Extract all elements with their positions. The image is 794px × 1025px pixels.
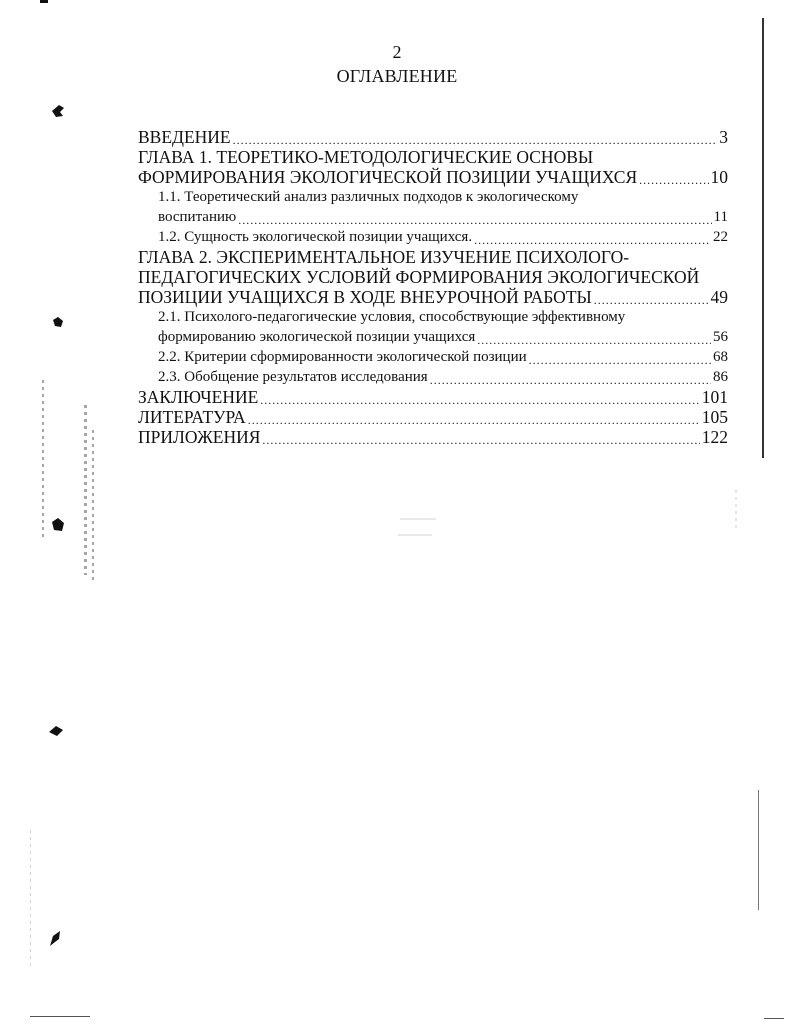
toc-entry-text: ЛИТЕРАТУРА <box>138 407 246 427</box>
dot-leader <box>260 393 699 407</box>
bottom-rule <box>30 1016 90 1017</box>
toc-entry-text: ВВЕДЕНИЕ <box>138 127 231 147</box>
dot-leader <box>430 373 711 387</box>
toc-page-number: 122 <box>701 427 728 447</box>
toc-page-number: 10 <box>710 167 728 187</box>
toc-heading-line: ПЕДАГОГИЧЕСКИХ УСЛОВИЙ ФОРМИРОВАНИЯ ЭКОЛОГИЧЕСКОЙ <box>138 267 700 287</box>
scan-noise-stripe <box>30 830 31 970</box>
dot-leader <box>238 213 711 227</box>
toc-page-number: 22 <box>713 229 728 245</box>
dot-leader <box>474 233 711 247</box>
toc-page-number: 11 <box>713 209 728 225</box>
toc-entry <box>138 287 728 307</box>
right-edge-line <box>762 18 764 458</box>
bottom-right-rule <box>764 1018 784 1019</box>
binder-hole-mark <box>52 316 64 328</box>
dot-leader <box>594 293 709 307</box>
toc-page-number: 49 <box>710 287 728 307</box>
toc-entry <box>138 167 728 187</box>
toc-heading-line: ГЛАВА 2. ЭКСПЕРИМЕНТАЛЬНОЕ ИЗУЧЕНИЕ ПСИХОЛОГО- <box>138 247 630 267</box>
toc-title: ОГЛАВЛЕНИЕ <box>336 66 458 86</box>
toc-page-number: 86 <box>713 369 728 385</box>
toc-entry-text: ФОРМИРОВАНИЯ ЭКОЛОГИЧЕСКОЙ ПОЗИЦИИ УЧАЩИХСЯ <box>138 167 638 187</box>
toc-page-number: 101 <box>701 387 728 407</box>
binder-hole-mark <box>48 930 62 948</box>
table-of-contents <box>138 127 728 447</box>
toc-entry <box>138 207 728 227</box>
toc-entry-text: 1.2. Сущность экологической позиции учащихся. <box>158 229 473 245</box>
toc-entry <box>138 427 728 447</box>
scan-noise-stripe <box>400 518 436 520</box>
binder-hole-mark <box>48 724 64 738</box>
toc-entry-text: ЗАКЛЮЧЕНИЕ <box>138 387 259 407</box>
toc-page-number: 56 <box>713 329 728 345</box>
scan-noise-stripe <box>84 405 87 575</box>
scan-noise-stripe <box>735 490 737 530</box>
toc-entry-text: воспитанию <box>158 209 237 225</box>
dot-leader <box>639 173 708 187</box>
toc-heading-line: 1.1. Теоретический анализ различных подходов к экологическому <box>158 189 579 205</box>
toc-entry-text: формированию экологической позиции учащихся <box>158 329 476 345</box>
scan-noise-stripe <box>42 380 44 540</box>
toc-page-number: 3 <box>719 127 728 147</box>
dot-leader <box>477 333 711 347</box>
toc-heading-line: 2.1. Психолого-педагогические условия, способствующие эффективному <box>158 309 626 325</box>
toc-entry <box>138 407 728 427</box>
scan-noise-stripe <box>92 430 94 580</box>
top-left-mark <box>40 0 48 3</box>
toc-entry <box>138 327 728 347</box>
dot-leader <box>529 353 711 367</box>
toc-entry <box>138 127 728 147</box>
toc-page-number: 105 <box>701 407 728 427</box>
toc-entry <box>138 347 728 367</box>
toc-page-number: 68 <box>713 349 728 365</box>
toc-entry-text: ПРИЛОЖЕНИЯ <box>138 427 261 447</box>
toc-entry <box>138 367 728 387</box>
toc-entry <box>138 227 728 247</box>
binder-hole-mark <box>50 104 66 118</box>
toc-heading-line: ГЛАВА 1. ТЕОРЕТИКО-МЕТОДОЛОГИЧЕСКИЕ ОСНОВЫ <box>138 147 594 167</box>
scan-noise-stripe <box>398 534 432 536</box>
dot-leader <box>233 133 718 147</box>
toc-entry <box>138 387 728 407</box>
dot-leader <box>248 413 700 427</box>
toc-entry-text: 2.2. Критерии сформированности экологической позиции <box>158 349 527 365</box>
dot-leader <box>262 433 699 447</box>
binder-hole-mark <box>50 517 66 533</box>
right-edge-line-lower <box>758 790 759 910</box>
page-number: 2 <box>392 42 402 62</box>
toc-entry-text: ПОЗИЦИИ УЧАЩИХСЯ В ХОДЕ ВНЕУРОЧНОЙ РАБОТЫ <box>138 287 592 307</box>
toc-entry-text: 2.3. Обобщение результатов исследования <box>158 369 428 385</box>
